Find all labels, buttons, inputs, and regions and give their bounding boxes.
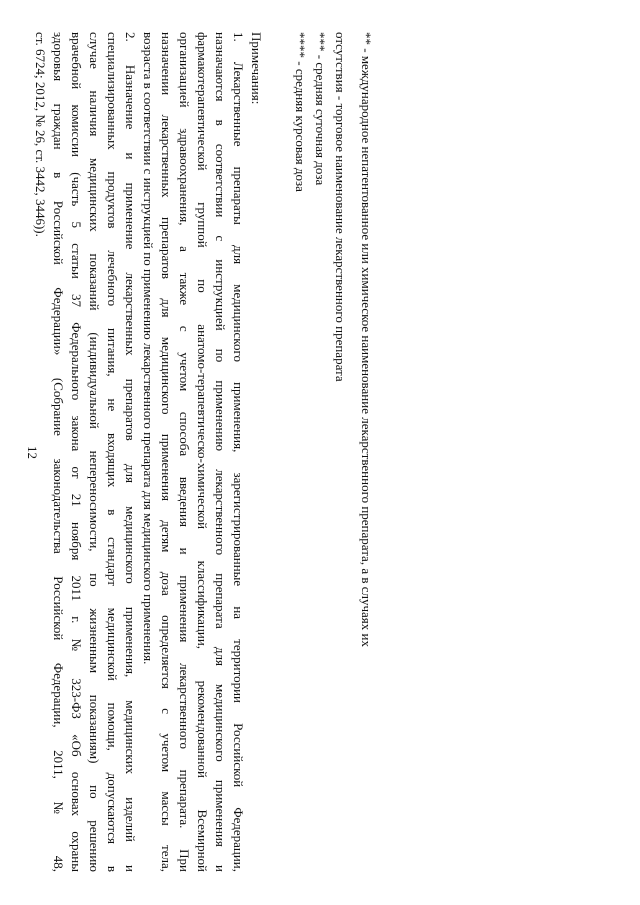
note-line: специализированных продуктов лечебного питания, не входящих в стандарт медицинской помощи, допускаются в <box>105 32 120 872</box>
notes-heading: Примечания: <box>249 32 264 105</box>
note-line: назначении лекарственных препаратов для медицинского применения детям доза определяется с учетом массы тела, <box>159 32 174 872</box>
note-line: врачебной комиссии (часть 5 статьи 37 Федерального закона от 21 ноября 2011 г. № 323-ФЗ «Об основах охраны <box>69 32 84 872</box>
note-line: 1. Лекарственные препараты для медицинского применения, зарегистрированные на территории Российской Федерации, <box>231 32 246 872</box>
note-line: ст. 6724; 2012, № 26, ст. 3442, 3446)). <box>33 32 48 237</box>
page-number: 12 <box>25 446 40 459</box>
note-line: назначаются в соответствии с инструкцией по применению лекарственного препарата для медицинского применения и <box>213 32 228 872</box>
rotated-text-block <box>33 32 375 872</box>
legend-line-daily-dose: *** - средняя суточная доза <box>313 32 328 186</box>
legend-line-inn: ** - международное непатентованное или химическое наименование лекарственного препарата, а в случаях их <box>359 32 374 647</box>
legend-line-trade-name: отсутствия - торговое наименование лекарственного препарата <box>333 32 348 382</box>
note-line: здоровья граждан в Российской Федерации» (Собрание законодательства Российской Федерации, 2011, № 48, <box>51 32 66 872</box>
note-line: фармакотерапевтической группой по анатомо-терапевтическо-химической классификации, рекомендованной Всемирной <box>195 32 210 872</box>
note-line: организацией здравоохранения, а также с учетом способа введения и применения лекарственного препарата. При <box>177 32 192 872</box>
note-line: возраста в соответствии с инструкцией по применению лекарственного препарата для медицинского применения. <box>141 32 156 665</box>
note-line: случае наличия медицинских показаний (индивидуальной непереносимости, по жизненным показаниям) по решению <box>87 32 102 872</box>
note-line: 2. Назначение и применение лекарственных препаратов для медицинского применения, медицинских изделий и <box>123 32 138 872</box>
legend-line-course-dose: **** - средняя курсовая доза <box>293 32 308 192</box>
